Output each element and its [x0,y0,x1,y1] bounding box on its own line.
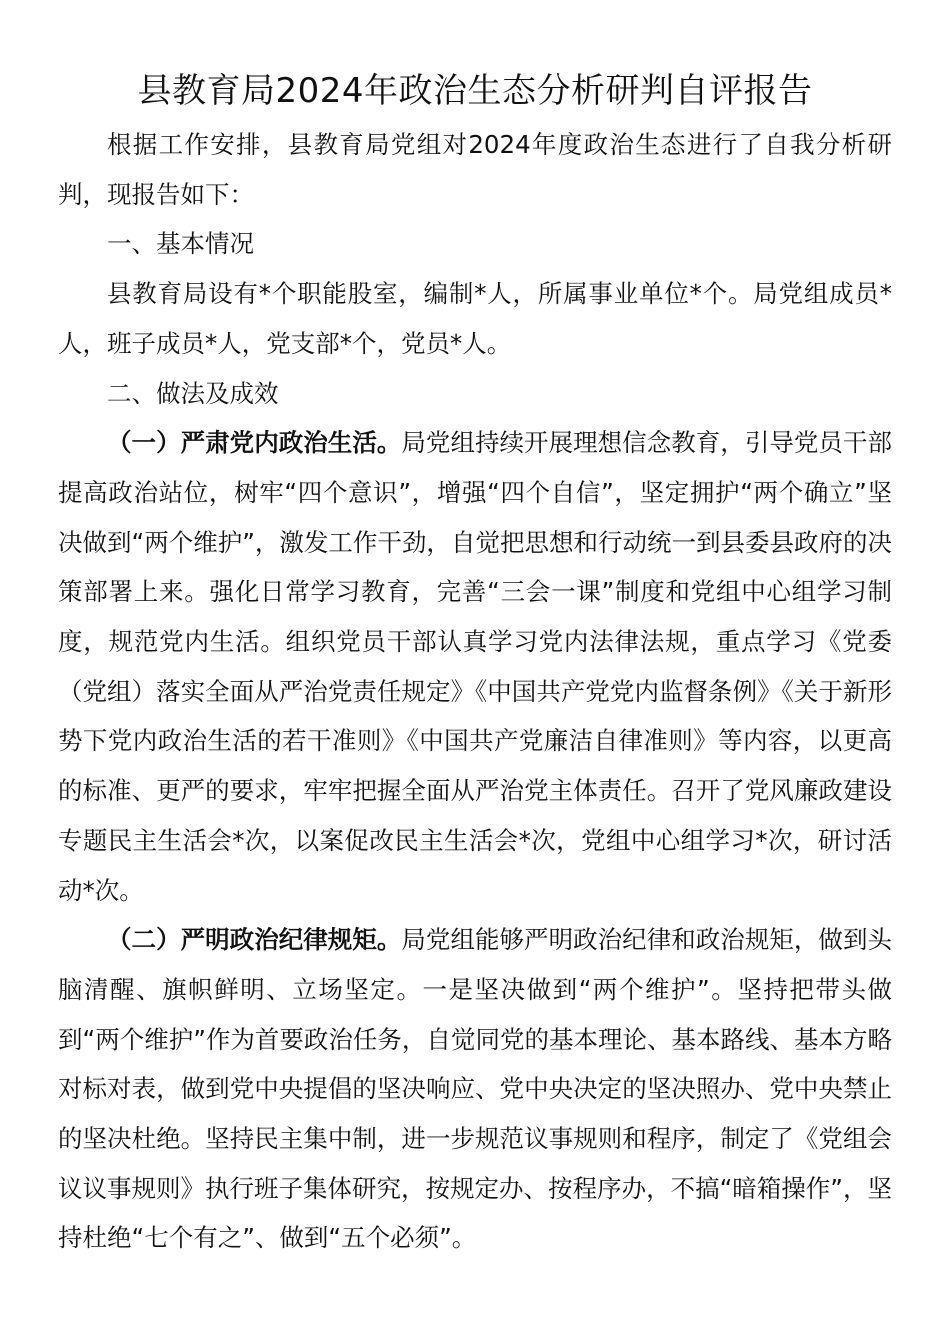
section1-heading: 一、基本情况 [107,229,254,259]
document-page [58,68,892,1263]
document-title: 县教育局2024年政治生态分析研判自评报告 [137,71,813,111]
intro-paragraph: 根据工作安排，县教育局党组对2024年度政治生态进行了自我分析研判，现报告如下： [58,130,892,209]
section2-item2-paragraph [58,915,892,1263]
section1-body: 县教育局设有*个职能股室，编制*人，所属事业单位*个。局党组成员*人，班子成员*人，党支部*个，党员*人。 [58,279,892,358]
section2-item1-paragraph [58,418,892,915]
section2-item1-lead: （一）严肃党内政治生活。 [107,428,402,458]
section2-heading: 二、做法及成效 [107,378,279,408]
section2-item2-lead: （二）严明政治纪律规矩。 [107,925,402,955]
section2-item2-body: 局党组能够严明政治纪律和政治规矩，做到头脑清醒、旗帜鲜明、立场坚定。一是坚决做到“两个维护”。坚持把带头做到“两个维护”作为首要政治任务，自觉同党的基本理论、基本路线、基本方略对标对表，做到党中央提倡的坚决响应、党中央决定的坚决照办、党中央禁止的坚决杜绝。坚持民主集中制，进一步规范议事规则和程序，制定了《党组会议议事规则》执行班子集体研究，按规定办、按程序办，不搞“暗箱操作”，坚持杜绝“七个有之”、做到“五个必须”。 [58,925,893,1253]
section2-item1-body: 局党组持续开展理想信念教育，引导党员干部提高政治站位，树牢“四个意识”，增强“四个自信”，坚定拥护“两个确立”坚决做到“两个维护”，激发工作干劲，自觉把思想和行动统一到县委县政府的决策部署上来。强化日常学习教育，完善“三会一课”制度和党组中心组学习制度，规范党内生活。组织党员干部认真学习党内法律法规，重点学习《党委（党组）落实全面从严治党责任规定》《中国共产党党内监督条例》《关于新形势下党内政治生活的若干准则》《中国共产党廉洁自律准则》等内容，以更高的标准、更严的要求，牢牢把握全面从严治党主体责任。召开了党风廉政建设专题民主生活会*次，以案促改民主生活会*次，党组中心组学习*次，研讨活动*次。 [58,428,893,905]
